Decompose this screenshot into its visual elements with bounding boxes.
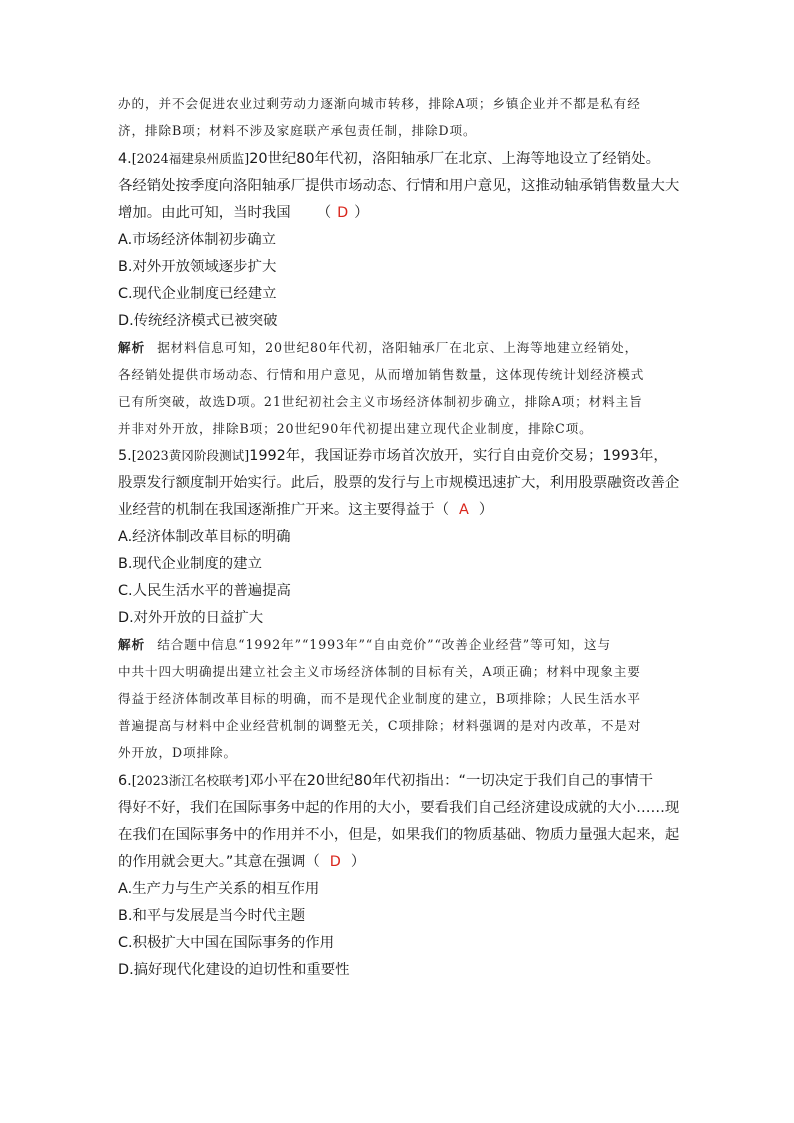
question-source: [2024福建泉州质监] xyxy=(131,151,250,166)
explanation-line: 济，排除B项；材料不涉及家庭联产承包责任制，排除D项。 xyxy=(118,123,477,138)
question-5-stem-line-1: 5.[2023黄冈阶段测试]1992年，我国证券市场首次放开，实行自由竞价交易；1993年， xyxy=(118,448,668,464)
option-c: C.人民生活水平的普遍提高 xyxy=(118,583,291,599)
explanation-line: 普遍提高与材料中企业经营机制的调整无关，C项排除；材料强调的是对内改革，不是对 xyxy=(118,718,642,733)
question-number: 4. xyxy=(118,151,132,167)
explanation-label: 解析 xyxy=(118,340,146,355)
explanation-line: 已有所突破，故选D项。21世纪初社会主义市场经济体制初步确立，排除A项；材料主旨 xyxy=(118,394,643,409)
answer-mark: A xyxy=(459,502,469,518)
explanation-line: 解析 结合题中信息“1992年”“1993年”“自由竞价”“改善企业经营”等可知，这与 xyxy=(118,637,612,652)
option-c: C.积极扩大中国在国际事务的作用 xyxy=(118,935,335,951)
explanation-line: 得益于经济体制改革目标的明确，而不是现代企业制度的建立，B项排除；人民生活水平 xyxy=(118,691,641,706)
explanation-label: 解析 xyxy=(118,637,146,652)
explanation-line: 各经销处提供市场动态、行情和用户意见，从而增加销售数量，这体现传统计划经济模式 xyxy=(118,367,645,382)
answer-mark: D xyxy=(329,854,341,870)
option-b: B.现代企业制度的建立 xyxy=(118,556,262,572)
explanation-line: 中共十四大明确提出建立社会主义市场经济体制的目标有关，A项正确；材料中现象主要 xyxy=(118,664,641,679)
question-4-stem-line-2: 各经销处按季度向洛阳轴承厂提供市场动态、行情和用户意见，这推动轴承销售数量大大 xyxy=(118,178,680,194)
option-b: B.对外开放领域逐步扩大 xyxy=(118,259,277,275)
option-a: A.市场经济体制初步确立 xyxy=(118,232,277,248)
question-5-stem-line-3: 业经营的机制在我国逐渐推广开来。这主要得益于（ A ） xyxy=(118,502,494,518)
answer-mark: D xyxy=(337,205,349,221)
explanation-line: 外开放，D项排除。 xyxy=(118,745,237,760)
question-4-stem-line-1: 4.[2024福建泉州质监]20世纪80年代初，洛阳轴承厂在北京、上海等地设立了经销处。 xyxy=(118,151,660,167)
question-4-stem-line-3: 增加。由此可知，当时我国 （ D ） xyxy=(118,205,369,221)
option-d: D.传统经济模式已被突破 xyxy=(118,313,278,329)
explanation-line: 并非对外开放，排除B项；20世纪90年代初提出建立现代企业制度，排除C项。 xyxy=(118,421,593,436)
question-5-stem-line-2: 股票发行额度制开始实行。此后，股票的发行与上市规模迅速扩大，利用股票融资改善企 xyxy=(118,475,680,491)
option-b: B.和平与发展是当今时代主题 xyxy=(118,908,306,924)
question-source: [2023浙江名校联考] xyxy=(131,773,250,788)
explanation-line: 办的，并不会促进农业过剩劳动力逐渐向城市转移，排除A项；乡镇企业并不都是私有经 xyxy=(118,96,641,111)
question-6-stem-line-2: 得好不好，我们在国际事务中起的作用的大小，要看我们自己经济建设成就的大小……现 xyxy=(118,800,680,816)
option-c: C.现代企业制度已经建立 xyxy=(118,286,277,302)
question-number: 6. xyxy=(118,773,132,789)
option-d: D.搞好现代化建设的迫切性和重要性 xyxy=(118,962,350,978)
explanation-line: 解析 据材料信息可知，20世纪80年代初，洛阳轴承厂在北京、上海等地建立经销处， xyxy=(118,340,639,355)
option-a: A.生产力与生产关系的相互作用 xyxy=(118,881,320,897)
question-source: [2023黄冈阶段测试] xyxy=(131,448,250,463)
option-a: A.经济体制改革目标的明确 xyxy=(118,529,291,545)
question-6-stem-line-4: 的作用就会更大。”其意在强调（ D ） xyxy=(118,854,366,870)
question-number: 5. xyxy=(118,448,132,464)
question-6-stem-line-3: 在我们在国际事务中的作用并不小，但是，如果我们的物质基础、物质力量强大起来，起 xyxy=(118,827,680,843)
option-d: D.对外开放的日益扩大 xyxy=(118,610,264,626)
question-6-stem-line-1: 6.[2023浙江名校联考]邓小平在20世纪80年代初指出：“一切决定于我们自己的事情干 xyxy=(118,773,654,789)
